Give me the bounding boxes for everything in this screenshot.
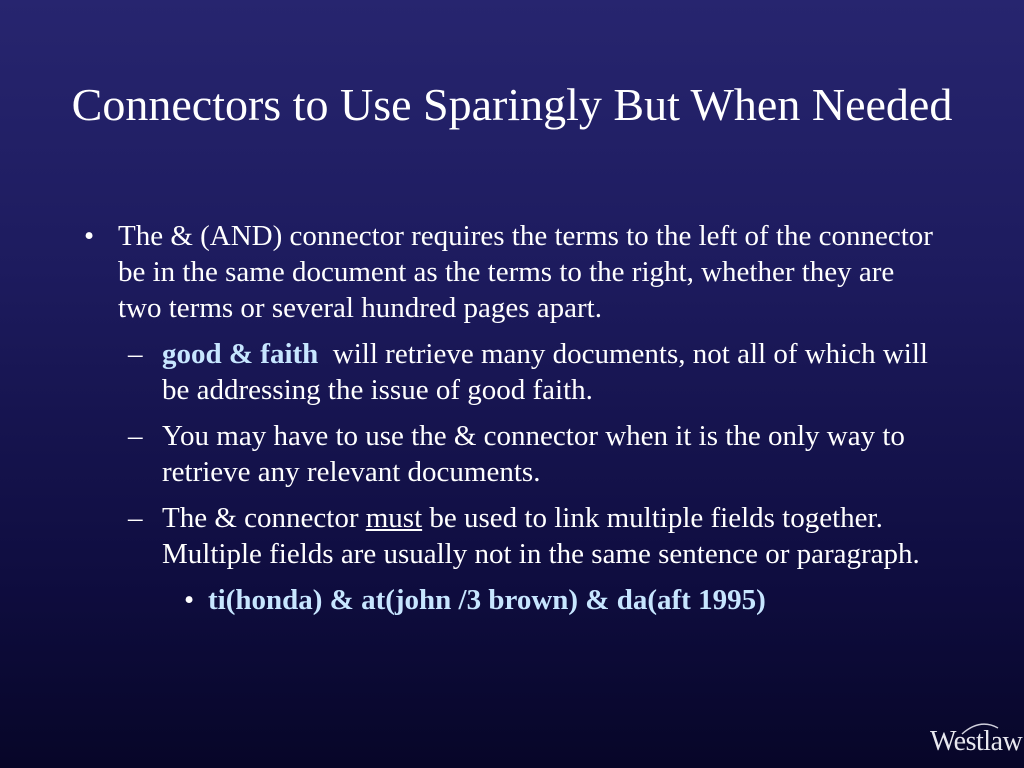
sub-point-text-start: The & connector <box>162 502 366 534</box>
bullet-marker: • <box>84 220 95 252</box>
slide-title: Connectors to Use Sparingly But When Needed <box>71 79 953 130</box>
sub-point-only-way <box>0 418 952 490</box>
dash-marker: – <box>128 338 143 370</box>
sub-point-text: will retrieve many documents, not all of which will be addressing the issue of good faith. <box>162 338 928 406</box>
example-query-row <box>0 582 948 618</box>
query-example-fields: ti(honda) & at(john /3 brown) & da(aft 1995) <box>208 584 766 616</box>
emphasis-must: must <box>365 502 423 534</box>
sub-point-text-end: be used to link multiple fields together. Multiple fields are usually not in the same sentence or paragraph. <box>162 502 920 570</box>
bullet-text: The & (AND) connector requires the terms to the left of the connector be in the same document as the terms to the right, whether they are two terms or several hundred pages apart. <box>118 220 933 324</box>
sub-point-multiple-fields <box>0 500 952 572</box>
dash-marker: – <box>128 420 143 452</box>
bullet-point-and-connector <box>0 218 938 326</box>
dash-marker: – <box>128 502 143 534</box>
sub-point-good-faith <box>0 336 952 408</box>
westlaw-logo: Westlaw <box>930 726 1023 757</box>
query-example-good-faith: good & faith <box>162 338 319 370</box>
bullet-marker: • <box>184 584 195 616</box>
sub-point-text: You may have to use the & connector when it is the only way to retrieve any relevant documents. <box>162 420 905 488</box>
slide-body <box>0 218 1024 618</box>
